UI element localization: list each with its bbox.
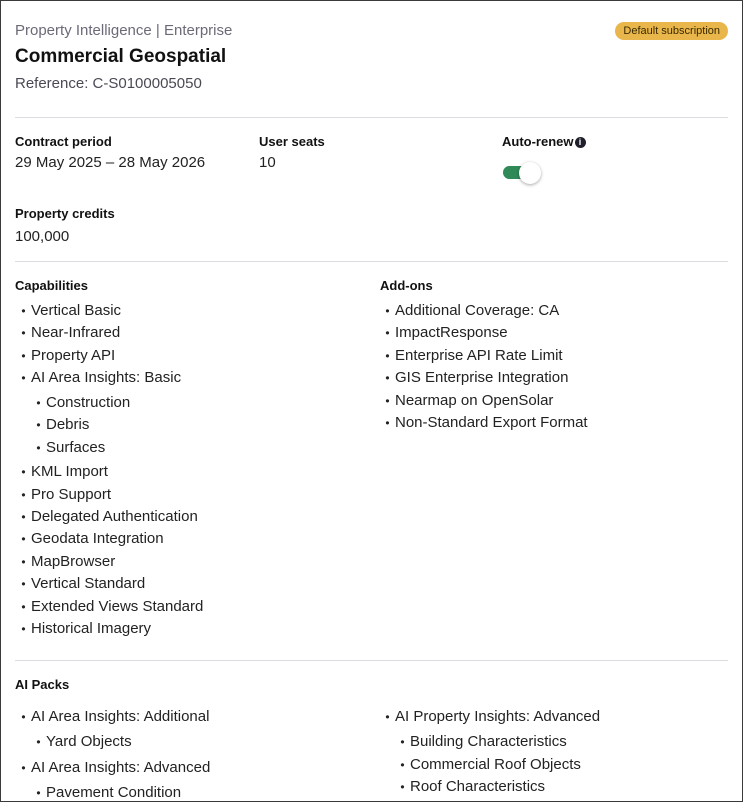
divider	[15, 117, 728, 118]
list-item: • Vertical Basic	[21, 302, 122, 319]
list-item: • ImpactResponse	[385, 324, 508, 342]
property-credits-label: Property credits	[15, 206, 115, 221]
property-credits-value: 100,000	[15, 228, 70, 245]
list-item: • Geodata Integration	[21, 530, 164, 548]
ai-packs-left-list	[16, 705, 210, 802]
user-seats-value: 10	[259, 154, 276, 171]
list-subitem: • Surfaces	[36, 438, 106, 456]
capabilities-list	[16, 300, 203, 640]
list-subitem: • Pavement Condition	[36, 783, 182, 801]
divider	[15, 261, 728, 262]
subscription-reference: Reference: C-S0100005050	[15, 75, 202, 92]
list-item: • Historical Imagery	[21, 619, 152, 637]
list-item: • Additional Coverage: CA	[385, 302, 560, 319]
capabilities-heading: Capabilities	[15, 278, 88, 293]
list-item: • Extended Views Standard	[21, 597, 204, 615]
addons-list	[380, 300, 588, 434]
list-item: • KML Import	[21, 463, 108, 481]
list-item: • AI Area Insights: Advanced	[21, 758, 211, 776]
list-item: • Vertical Standard	[21, 575, 146, 593]
list-item: • GIS Enterprise Integration	[385, 369, 569, 387]
list-item: • Pro Support	[21, 485, 112, 503]
subscription-title: Commercial Geospatial	[15, 46, 227, 67]
ai-packs-right-list	[380, 705, 600, 799]
list-subitem: • Debris	[36, 416, 90, 434]
auto-renew-toggle[interactable]	[502, 162, 542, 182]
list-item: • Delegated Authentication	[21, 507, 198, 525]
info-icon[interactable]: i	[575, 137, 586, 148]
list-item: • Near-Infrared	[21, 324, 121, 342]
toggle-knob	[519, 162, 541, 184]
list-item: • MapBrowser	[21, 552, 116, 570]
list-item: • AI Property Insights: Advanced	[385, 708, 601, 725]
list-item: • Nearmap on OpenSolar	[385, 391, 554, 409]
list-item: • Non-Standard Export Format	[385, 414, 588, 432]
list-subitem: • Yard Objects	[36, 733, 132, 750]
list-item: • AI Area Insights: Additional	[21, 708, 210, 725]
contract-period-value: 29 May 2025 – 28 May 2026	[15, 154, 206, 171]
auto-renew-label: Auto-renew	[502, 134, 574, 149]
addons-heading: Add-ons	[380, 278, 433, 293]
auto-renew-label-row	[502, 134, 586, 149]
list-item: • AI Area Insights: Basic	[21, 369, 182, 387]
user-seats-label: User seats	[259, 134, 325, 149]
divider	[15, 660, 728, 661]
list-subitem: • Roof Characteristics	[400, 778, 546, 795]
ai-packs-heading: AI Packs	[15, 677, 70, 692]
list-subitem: • Construction	[36, 393, 131, 411]
contract-period-label: Contract period	[15, 134, 112, 149]
product-eyebrow: Property Intelligence | Enterprise	[15, 22, 233, 39]
list-item: • Enterprise API Rate Limit	[385, 346, 563, 364]
list-subitem: • Commercial Roof Objects	[400, 755, 581, 773]
list-subitem: • Building Characteristics	[400, 733, 567, 750]
list-item: • Property API	[21, 346, 116, 364]
default-subscription-badge: Default subscription	[615, 22, 728, 40]
